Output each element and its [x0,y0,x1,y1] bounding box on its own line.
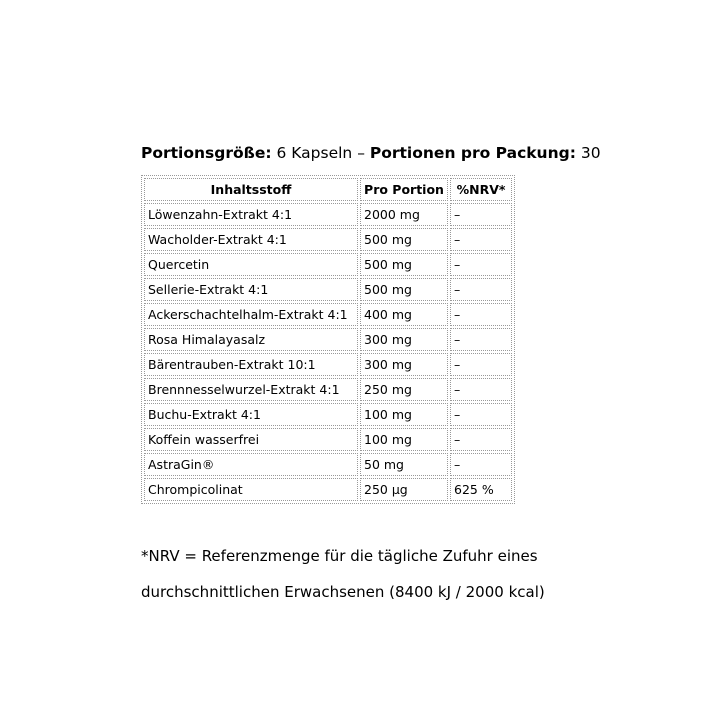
cell-ingredient: Koffein wasserfrei [144,428,358,451]
footnote-line-2: durchschnittlichen Erwachsenen (8400 kJ / 2000 kcal) [141,583,545,601]
table-row [144,403,512,426]
table-row [144,278,512,301]
cell-ingredient: Löwenzahn-Extrakt 4:1 [144,203,358,226]
table-row [144,478,512,501]
cell-ingredient: Bärentrauben-Extrakt 10:1 [144,353,358,376]
cell-per-portion: 500 mg [360,253,448,276]
table-row [144,378,512,401]
cell-nrv: – [450,353,512,376]
heading-separator: – [357,144,365,162]
cell-nrv: 625 % [450,478,512,501]
cell-nrv: – [450,253,512,276]
cell-nrv: – [450,203,512,226]
cell-ingredient: Sellerie-Extrakt 4:1 [144,278,358,301]
servings-per-pack-value: 30 [580,144,601,162]
cell-per-portion: 300 mg [360,353,448,376]
header-nrv: %NRV* [450,178,512,201]
table-row [144,428,512,451]
header-ingredient: Inhaltsstoff [144,178,358,201]
serving-size-value: 6 Kapseln [276,144,353,162]
cell-nrv: – [450,453,512,476]
cell-ingredient: Chrompicolinat [144,478,358,501]
cell-per-portion: 500 mg [360,228,448,251]
table-row [144,228,512,251]
table-row [144,453,512,476]
serving-heading [141,141,611,165]
cell-nrv: – [450,428,512,451]
table-row [144,328,512,351]
cell-nrv: – [450,228,512,251]
cell-per-portion: 500 mg [360,278,448,301]
cell-per-portion: 100 mg [360,428,448,451]
cell-ingredient: Rosa Himalayasalz [144,328,358,351]
cell-per-portion: 300 mg [360,328,448,351]
cell-ingredient: Quercetin [144,253,358,276]
servings-per-pack-label: Portionen pro Packung: [369,144,576,162]
header-per-portion: Pro Portion [360,178,448,201]
serving-size-label: Portionsgröße: [141,144,272,162]
ingredients-table [141,175,515,504]
cell-nrv: – [450,378,512,401]
cell-ingredient: Wacholder-Extrakt 4:1 [144,228,358,251]
cell-ingredient: Buchu-Extrakt 4:1 [144,403,358,426]
cell-nrv: – [450,278,512,301]
cell-per-portion: 2000 mg [360,203,448,226]
nutrition-info-panel [141,141,611,610]
cell-ingredient: AstraGin® [144,453,358,476]
nrv-footnote [141,538,611,610]
cell-per-portion: 250 mg [360,378,448,401]
cell-nrv: – [450,303,512,326]
table-header-row [144,178,512,201]
cell-per-portion: 250 µg [360,478,448,501]
cell-ingredient: Brennnesselwurzel-Extrakt 4:1 [144,378,358,401]
cell-per-portion: 100 mg [360,403,448,426]
table-row [144,203,512,226]
table-row [144,253,512,276]
table-row [144,353,512,376]
cell-per-portion: 400 mg [360,303,448,326]
table-row [144,303,512,326]
cell-per-portion: 50 mg [360,453,448,476]
cell-nrv: – [450,403,512,426]
cell-nrv: – [450,328,512,351]
cell-ingredient: Ackerschachtelhalm-Extrakt 4:1 [144,303,358,326]
footnote-line-1: *NRV = Referenzmenge für die tägliche Zufuhr eines [141,547,538,565]
